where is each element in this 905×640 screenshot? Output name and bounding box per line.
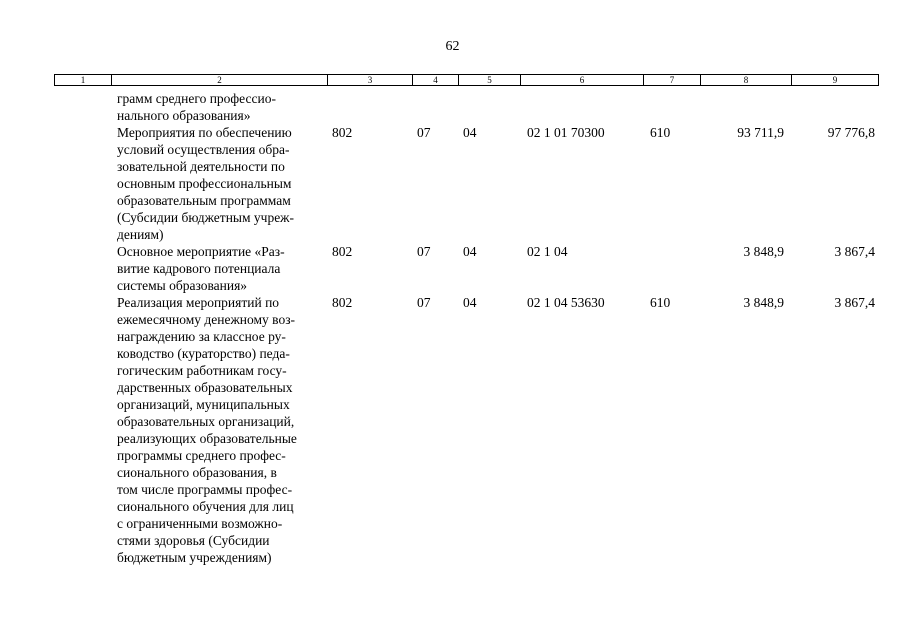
table-row-2-col-4: 07 [417, 125, 431, 140]
table-row-4-description-line: Реализация мероприятий по [117, 295, 280, 310]
table-row-1-description-line: грамм среднего профессио- [117, 91, 276, 106]
table-row-4-col-7: 610 [650, 295, 671, 310]
table-row-4-description-line: реализующих образовательные [117, 431, 297, 446]
table-row-2-description-line: (Субсидии бюджетным учреж- [117, 210, 295, 225]
table-row-4-description-line: ежемесячному денежному воз- [117, 312, 296, 327]
table-row-2-description-line: дениям) [117, 227, 164, 242]
column-header-5: 5 [459, 75, 521, 85]
table-row-4-description-line: сионального образования, в [117, 465, 277, 480]
table-row-2-col-6: 02 1 01 70300 [527, 125, 605, 140]
table-row-2-description-line: основным профессиональным [117, 176, 292, 191]
table-row-4-description-line: образовательных организаций, [117, 414, 295, 429]
table-row-1-description-line: нального образования» [117, 108, 251, 123]
table-row-4-col-4: 07 [417, 295, 431, 310]
table-row-2-col-7: 610 [650, 125, 671, 140]
table-row-2-col-3: 802 [332, 125, 353, 140]
table-row-4-description-line: сионального обучения для лиц [117, 499, 294, 514]
table-row-4-description-line: с ограниченными возможно- [117, 516, 283, 531]
table-row-4-description-line: награждению за классное ру- [117, 329, 286, 344]
table-row-4-description-line: дарственных образовательных [117, 380, 293, 395]
table-row-4-col-9: 3 867,4 [834, 295, 875, 310]
table-row-2-description-line: образовательным программам [117, 193, 291, 208]
table-row-2-description-line: зовательной деятельности по [117, 159, 285, 174]
table-row-3-col-9: 3 867,4 [834, 244, 875, 259]
table-row-2-col-8: 93 711,9 [737, 125, 784, 140]
table-row-3-col-3: 802 [332, 244, 353, 259]
column-header-4: 4 [413, 75, 459, 85]
column-header-7: 7 [644, 75, 701, 85]
table-row-3-description-line: витие кадрового потенциала [117, 261, 281, 276]
table-row-3-description-line: Основное мероприятие «Раз- [117, 244, 285, 259]
column-header-1: 1 [55, 75, 112, 85]
column-header-row [54, 74, 879, 86]
table-row-2-description-line: условий осуществления обра- [117, 142, 290, 157]
table-row-2-col-5: 04 [463, 125, 477, 140]
column-header-2: 2 [112, 75, 328, 85]
table-row-4-description-line: том числе программы профес- [117, 482, 293, 497]
table-row-3-col-5: 04 [463, 244, 477, 259]
table-row-2-col-9: 97 776,8 [827, 125, 875, 140]
table-row-4-description-line: ководство (кураторство) педа- [117, 346, 290, 361]
table-row-3-description-line: системы образования» [117, 278, 248, 293]
column-header-6: 6 [521, 75, 644, 85]
table-row-3-col-8: 3 848,9 [743, 244, 784, 259]
table-row-4-col-6: 02 1 04 53630 [527, 295, 605, 310]
table-row-4-description-line: бюджетным учреждениям) [117, 550, 272, 565]
table-row-4-col-5: 04 [463, 295, 477, 310]
table-row-4-col-3: 802 [332, 295, 353, 310]
table-row-3-col-4: 07 [417, 244, 431, 259]
table-row-4-description-line: стями здоровья (Субсидии [117, 533, 270, 548]
table-row-4-description-line: организаций, муниципальных [117, 397, 290, 412]
column-header-9: 9 [832, 75, 838, 85]
table-row-2-description-line: Мероприятия по обеспечению [117, 125, 292, 140]
page-number: 62 [445, 39, 460, 54]
column-header-8: 8 [701, 75, 792, 85]
table-row-4-description-line: гогическим работникам госу- [117, 363, 287, 378]
table-row-4-col-8: 3 848,9 [743, 295, 784, 310]
table-row-3-col-6: 02 1 04 [527, 244, 568, 259]
table-row-4-description-line: программы среднего профес- [117, 448, 286, 463]
column-header-3: 3 [328, 75, 413, 85]
